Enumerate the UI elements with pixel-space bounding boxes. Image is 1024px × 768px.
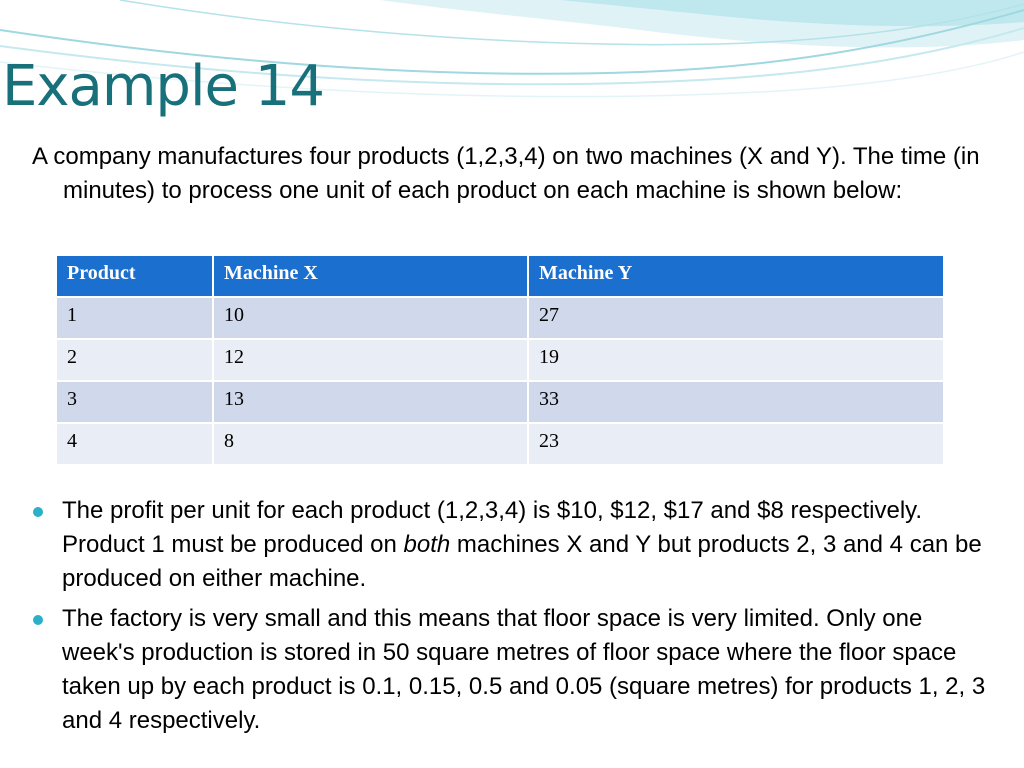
bullet-profit-text-end: machines X and Y but products 2, 3 and 4 can be produced on either machine. [62,531,982,592]
bullet-profit [30,494,990,596]
cell-machine-y: 19 [528,339,944,381]
table-header-row [56,255,944,297]
slide-title: Example 14 [2,54,325,119]
bullet-dot-icon [33,615,43,625]
cell-machine-y: 23 [528,423,944,465]
cell-product: 2 [56,339,213,381]
intro-paragraph: A company manufactures four products (1,2,3,4) on two machines (X and Y). The time (in minutes) to process one unit of each product on each machine is shown below: [32,143,980,204]
table-row [56,297,944,339]
cell-machine-x: 10 [213,297,528,339]
cell-product: 3 [56,381,213,423]
header-machine-y: Machine Y [528,255,944,297]
table-row [56,339,944,381]
cell-machine-x: 13 [213,381,528,423]
cell-product: 1 [56,297,213,339]
bullet-list [30,494,990,744]
bullet-profit-text-start: The profit per unit for each product (1,2,3,4) is $10, $12, $17 and $8 respectively. Product 1 must be produced on [62,497,923,558]
bullet-profit-emphasis: both [403,531,451,558]
cell-machine-y: 33 [528,381,944,423]
table-row [56,381,944,423]
bullet-dot-icon [33,507,43,517]
header-product: Product [56,255,213,297]
cell-machine-x: 12 [213,339,528,381]
bullet-floor-space [30,602,990,738]
cell-machine-y: 27 [528,297,944,339]
bullet-floor-space-text: The factory is very small and this means that floor space is very limited. Only one week's production is stored in 50 square metres of floor space where the floor space taken up by each product is 0.1, 0.15, 0.5 and 0.05 (square metres) for products 1, 2, 3 and 4 respectively. [62,605,986,734]
processing-time-table [55,254,945,466]
cell-product: 4 [56,423,213,465]
header-machine-x: Machine X [213,255,528,297]
table-row [56,423,944,465]
cell-machine-x: 8 [213,423,528,465]
